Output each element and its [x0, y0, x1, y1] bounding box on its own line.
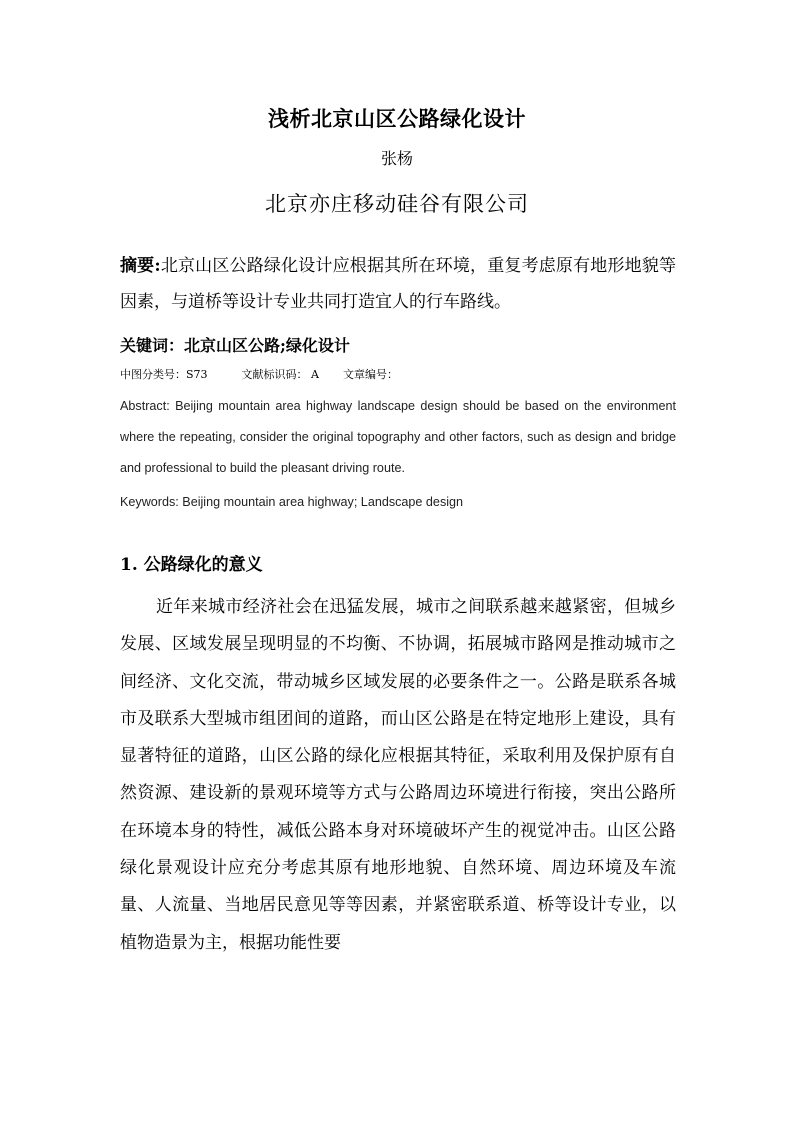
keywords-english: Keywords: Beijing mountain area highway; Landscape design: [120, 495, 464, 509]
document-code: 文献标识码： A: [241, 368, 319, 381]
abstract-label: 摘要:: [120, 256, 161, 276]
abstract-english: Abstract: Beijing mountain area highway landscape design should be based on the environment where the repeating, consider the original topography and other factors, such as design and bridge and professional to build the pleasant driving route.: [120, 399, 676, 475]
abstract-chinese: [120, 248, 676, 320]
author-affiliation: 北京亦庄移动硅谷有限公司: [265, 192, 529, 216]
paper-title: 浅析北京山区公路绿化设计: [268, 106, 526, 131]
article-number: 文章编号：: [343, 368, 398, 381]
abstract-text: 北京山区公路绿化设计应根据其所在环境，重复考虑原有地形地貌等因素，与道桥等设计专业共同打造宜人的行车路线。: [120, 256, 677, 312]
classification-line: [120, 366, 398, 384]
body-paragraph: 近年来城市经济社会在迅猛发展，城市之间联系越来越紧密，但城乡发展、区域发展呈现明显的不均衡、不协调，拓展城市路网是推动城市之间经济、文化交流，带动城乡区域发展的必要条件之一。公路是联系各城市及联系大型城市组团间的道路，而山区公路是在特定地形上建设，具有显著特征的道路，山区公路的绿化应根据其特征，采取利用及保护原有自然资源、建设新的景观环境等方式与公路周边环境进行衔接，突出公路所在环境本身的特性，减低公路本身对环境破坏产生的视觉冲击。山区公路绿化景观设计应充分考虑其原有地形地貌、自然环境、周边环境及车流量、人流量、当地居民意见等等因素，并紧密联系道、桥等设计专业，以植物造景为主，根据功能性要: [120, 597, 676, 953]
section-heading: 1. 公路绿化的意义: [120, 555, 263, 575]
author-name: 张杨: [380, 149, 413, 168]
clc-number: 中图分类号：S73: [120, 368, 208, 381]
keywords-chinese: 关键词：北京山区公路;绿化设计: [120, 336, 350, 355]
